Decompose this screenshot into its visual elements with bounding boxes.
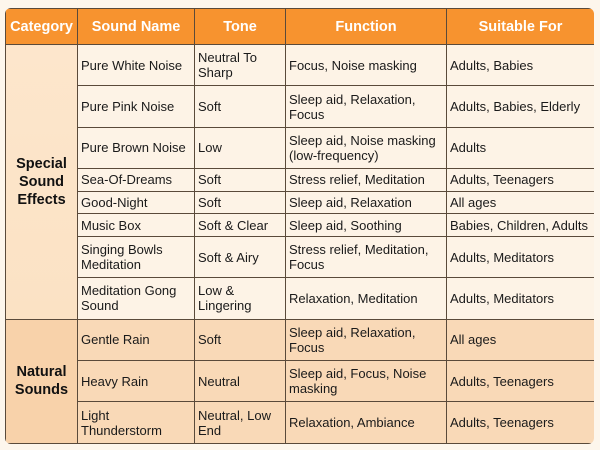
tone-cell: Neutral To Sharp [195,45,286,86]
header-function: Function [286,9,447,45]
sound-name-cell: Light Thunderstorm [78,402,195,444]
header-sound-name: Sound Name [78,9,195,45]
table-row [6,361,595,402]
function-cell: Relaxation, Meditation [286,278,447,319]
suitable-for-cell: Adults, Meditators [447,236,595,277]
tone-cell: Soft [195,191,286,214]
tone-cell: Soft & Clear [195,214,286,237]
suitable-for-cell: All ages [447,319,595,360]
suitable-for-cell: All ages [447,191,595,214]
tone-cell: Neutral [195,361,286,402]
header-tone: Tone [195,9,286,45]
sound-table [5,8,594,444]
tone-cell: Soft & Airy [195,236,286,277]
sound-name-cell: Pure Brown Noise [78,127,195,168]
function-cell: Sleep aid, Noise masking (low-frequency) [286,127,447,168]
function-cell: Sleep aid, Soothing [286,214,447,237]
suitable-for-cell: Adults [447,127,595,168]
function-cell: Sleep aid, Relaxation [286,191,447,214]
tone-cell: Soft [195,169,286,192]
function-cell: Stress relief, Meditation, Focus [286,236,447,277]
function-cell: Sleep aid, Focus, Noise masking [286,361,447,402]
category-cell: Special Sound Effects [6,45,78,320]
table-row [6,127,595,168]
sound-name-cell: Meditation Gong Sound [78,278,195,319]
sound-name-cell: Heavy Rain [78,361,195,402]
table-row [6,169,595,192]
table-row [6,319,595,360]
suitable-for-cell: Adults, Meditators [447,278,595,319]
table-row [6,402,595,444]
function-cell: Focus, Noise masking [286,45,447,86]
sound-name-cell: Pure White Noise [78,45,195,86]
tone-cell: Low [195,127,286,168]
suitable-for-cell: Babies, Children, Adults [447,214,595,237]
sound-table-container [5,8,594,444]
function-cell: Relaxation, Ambiance [286,402,447,444]
function-cell: Stress relief, Meditation [286,169,447,192]
sound-name-cell: Sea-Of-Dreams [78,169,195,192]
category-cell: Natural Sounds [6,319,78,443]
tone-cell: Low & Lingering [195,278,286,319]
table-row [6,86,595,127]
header-category: Category [6,9,78,45]
suitable-for-cell: Adults, Teenagers [447,169,595,192]
header-row [6,9,595,45]
sound-name-cell: Singing Bowls Meditation [78,236,195,277]
sound-name-cell: Good-Night [78,191,195,214]
function-cell: Sleep aid, Relaxation, Focus [286,86,447,127]
table-row [6,278,595,319]
tone-cell: Soft [195,86,286,127]
tone-cell: Neutral, Low End [195,402,286,444]
header-suitable-for: Suitable For [447,9,595,45]
sound-name-cell: Music Box [78,214,195,237]
table-row [6,45,595,86]
suitable-for-cell: Adults, Teenagers [447,361,595,402]
suitable-for-cell: Adults, Babies, Elderly [447,86,595,127]
suitable-for-cell: Adults, Teenagers [447,402,595,444]
table-row [6,236,595,277]
sound-name-cell: Pure Pink Noise [78,86,195,127]
table-row [6,191,595,214]
function-cell: Sleep aid, Relaxation, Focus [286,319,447,360]
sound-name-cell: Gentle Rain [78,319,195,360]
tone-cell: Soft [195,319,286,360]
suitable-for-cell: Adults, Babies [447,45,595,86]
table-row [6,214,595,237]
